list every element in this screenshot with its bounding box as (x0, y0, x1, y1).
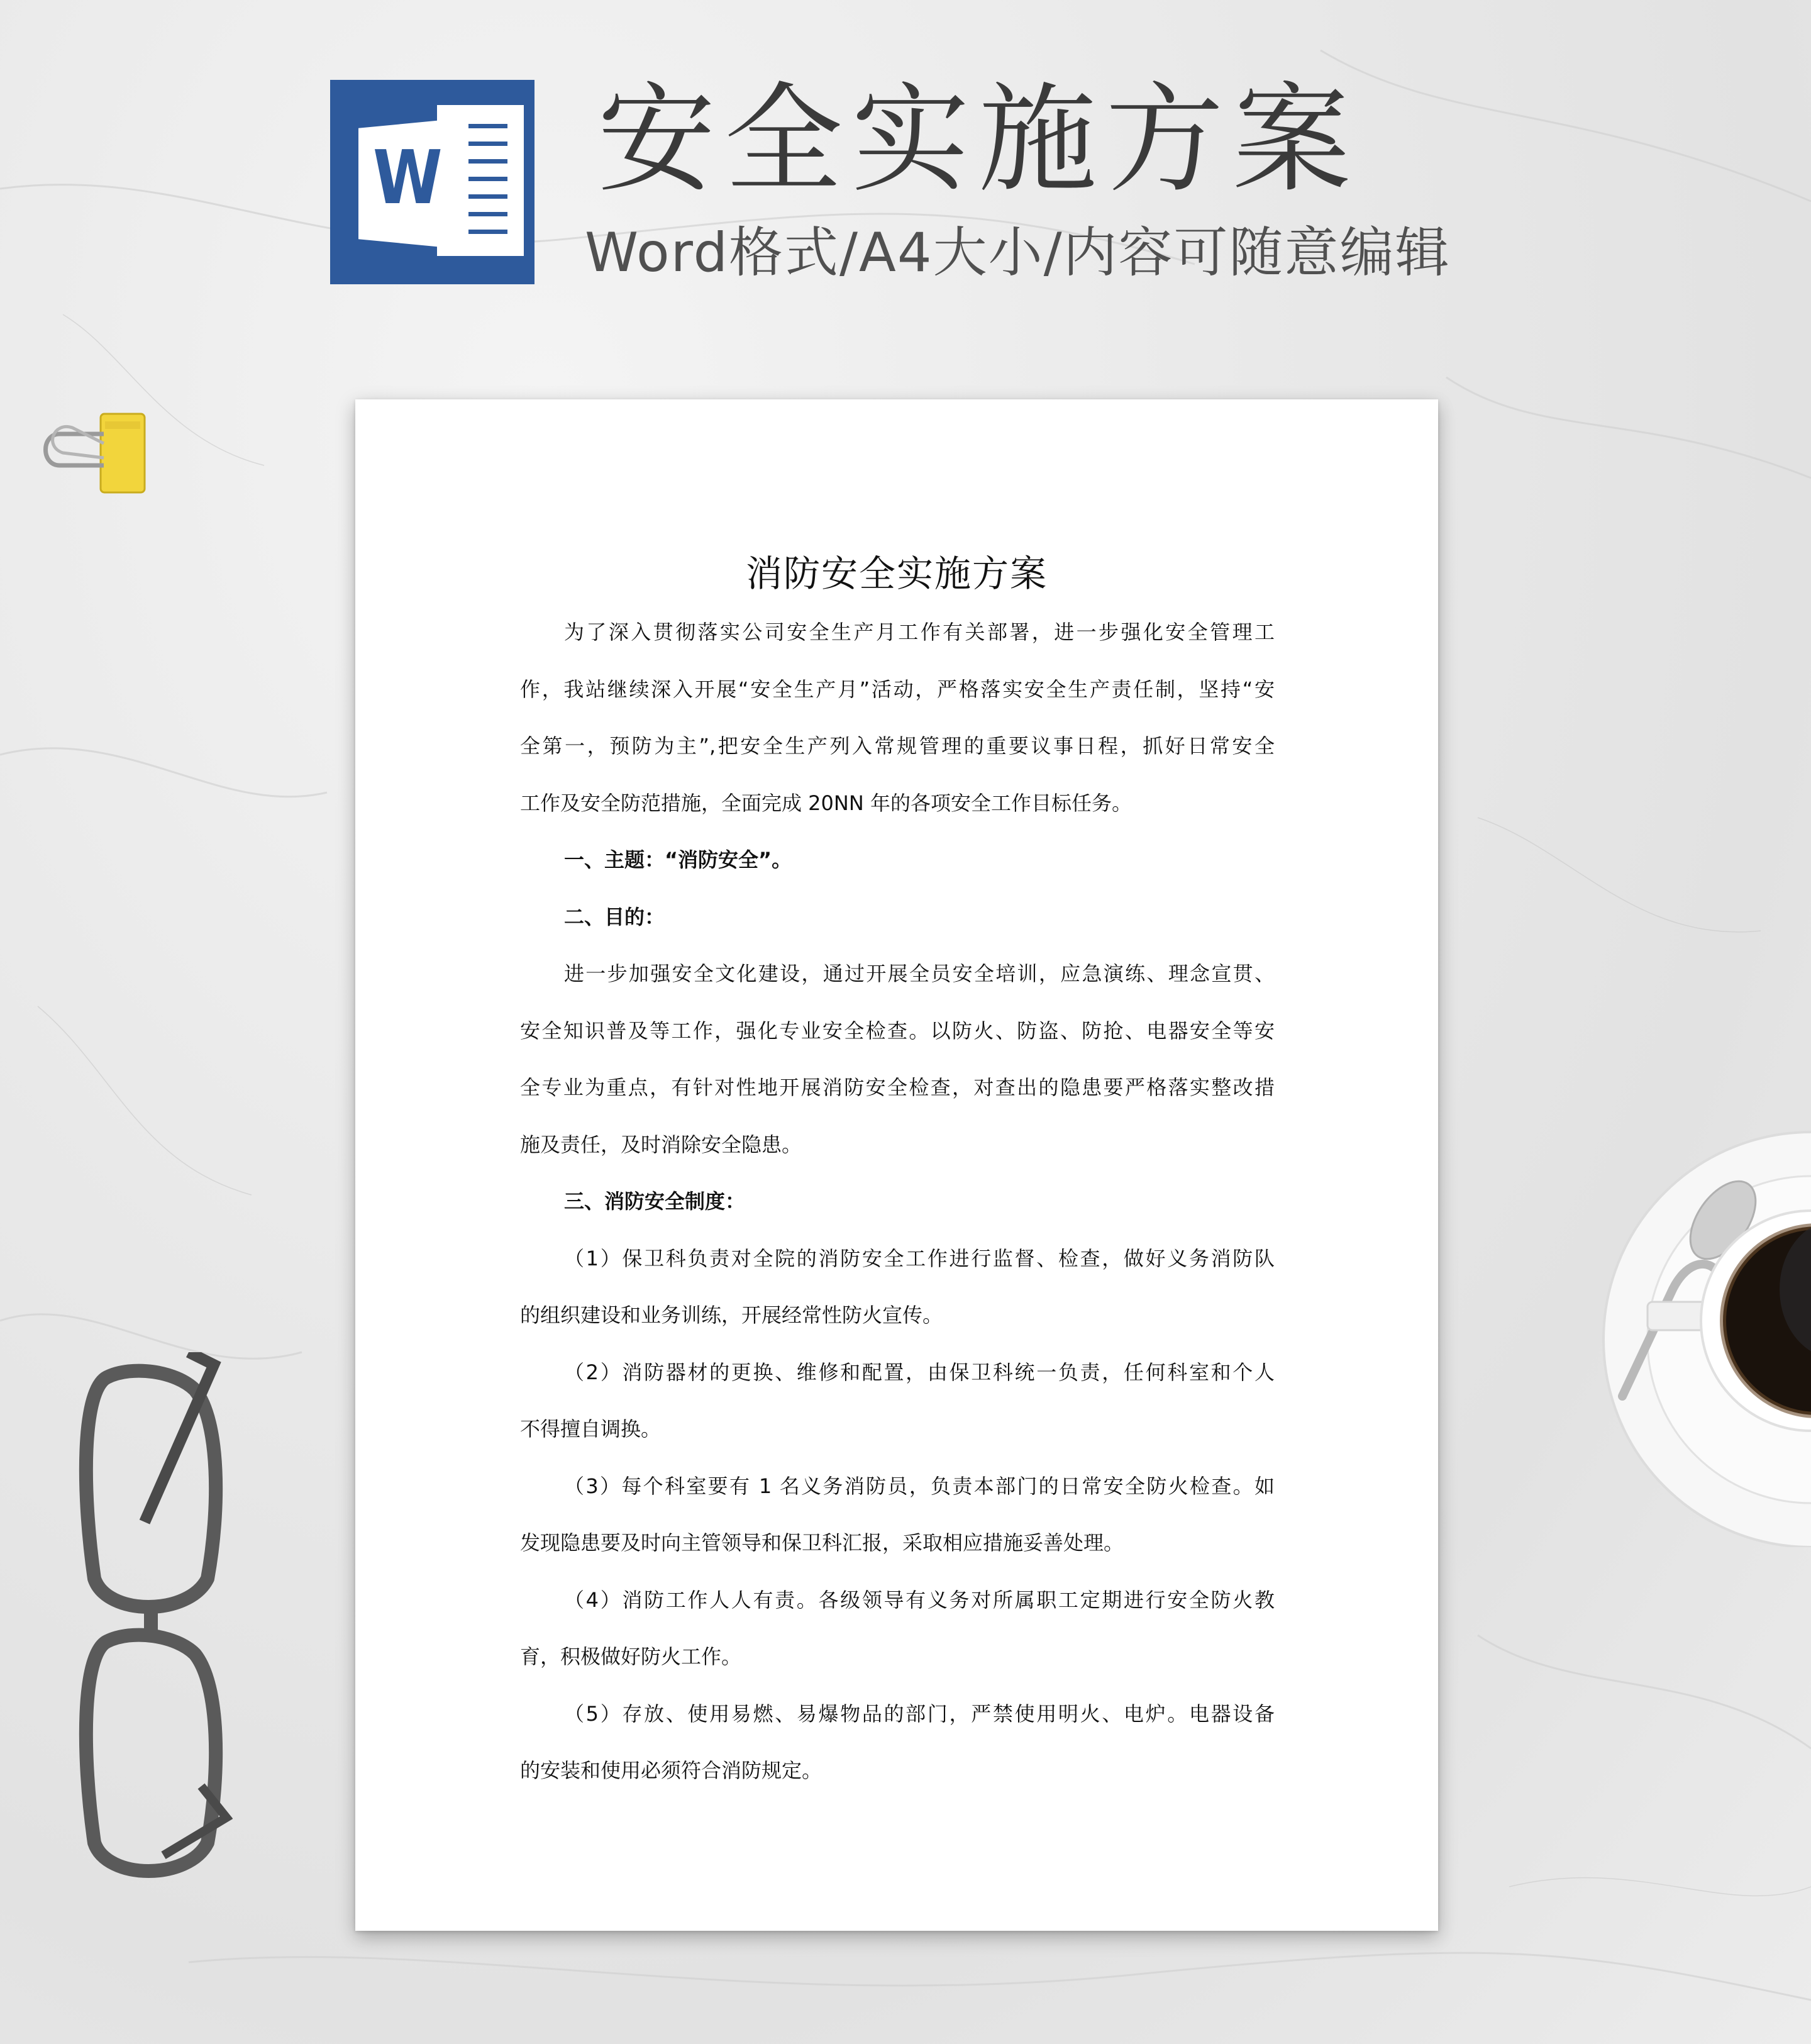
word-icon (330, 80, 534, 284)
paragraph-line: 为了深入贯彻落实公司安全生产月工作有关部署，进一步强化安全管理工 (564, 620, 1275, 644)
paragraph-line: 工作及安全防范措施，全面完成 20NN 年的各项安全工作目标任务。 (520, 791, 1132, 815)
paragraph-line: 的组织建设和业务训练，开展经常性防火宣传。 (520, 1303, 943, 1327)
section-heading: 一、主题：“消防安全”。 (564, 848, 792, 872)
paragraph-line: 发现隐患要及时向主管领导和保卫科汇报，采取相应措施妥善处理。 (520, 1531, 1124, 1555)
section-heading: 三、消防安全制度： (564, 1189, 746, 1213)
paragraph-line: 施及责任，及时消除安全隐患。 (520, 1132, 802, 1157)
paragraph-line: （4）消防工作人人有责。各级领导有义务对所属职工定期进行安全防火教 (564, 1587, 1275, 1612)
paragraph-line: （1）保卫科负责对全院的消防安全工作进行监督、检查，做好义务消防队 (564, 1246, 1275, 1270)
page-title: 安全实施方案 (597, 71, 1360, 209)
word-letter: W (373, 134, 443, 221)
coffee-cup-icon (1534, 1069, 1811, 1547)
paragraph-line: 育，积极做好防火工作。 (520, 1645, 742, 1669)
paragraph-line: （5）存放、使用易燃、易爆物品的部门，严禁使用明火、电炉。电器设备 (564, 1701, 1275, 1726)
section-heading: 二、目的： (564, 904, 665, 929)
paragraph-line: 安全知识普及等工作，强化专业安全检查。以防火、防盗、防抢、电器安全等安 (520, 1018, 1275, 1043)
paragraph-line: （3）每个科室要有 1 名义务消防员，负责本部门的日常安全防火检查。如 (564, 1474, 1275, 1498)
binder-clip-icon (35, 409, 148, 497)
paragraph-line: 的安装和使用必须符合消防规定。 (520, 1758, 822, 1782)
page-subtitle: Word格式/A4大小/内容可随意编辑 (585, 221, 1451, 284)
paragraph-line: 全第一，预防为主”,把安全生产列入常规管理的重要议事日程，抓好日常安全 (520, 734, 1275, 758)
paragraph-line: 作，我站继续深入开展“安全生产月”活动，严格落实安全生产责任制，坚持“安 (520, 677, 1275, 701)
paragraph-line: 进一步加强安全文化建设，通过开展全员安全培训，应急演练、理念宣贯、 (564, 962, 1275, 986)
paragraph-line: 不得擅自调换。 (520, 1417, 662, 1441)
document-title: 消防安全实施方案 (745, 552, 1048, 595)
document-page (355, 399, 1438, 1931)
paragraph-line: 全专业为重点，有针对性地开展消防安全检查，对查出的隐患要严格落实整改措 (520, 1075, 1275, 1099)
document-body (520, 604, 1275, 1799)
eyeglasses-icon (69, 1352, 233, 1893)
paragraph-line: （2）消防器材的更换、维修和配置，由保卫科统一负责，任何科室和个人 (564, 1360, 1275, 1384)
